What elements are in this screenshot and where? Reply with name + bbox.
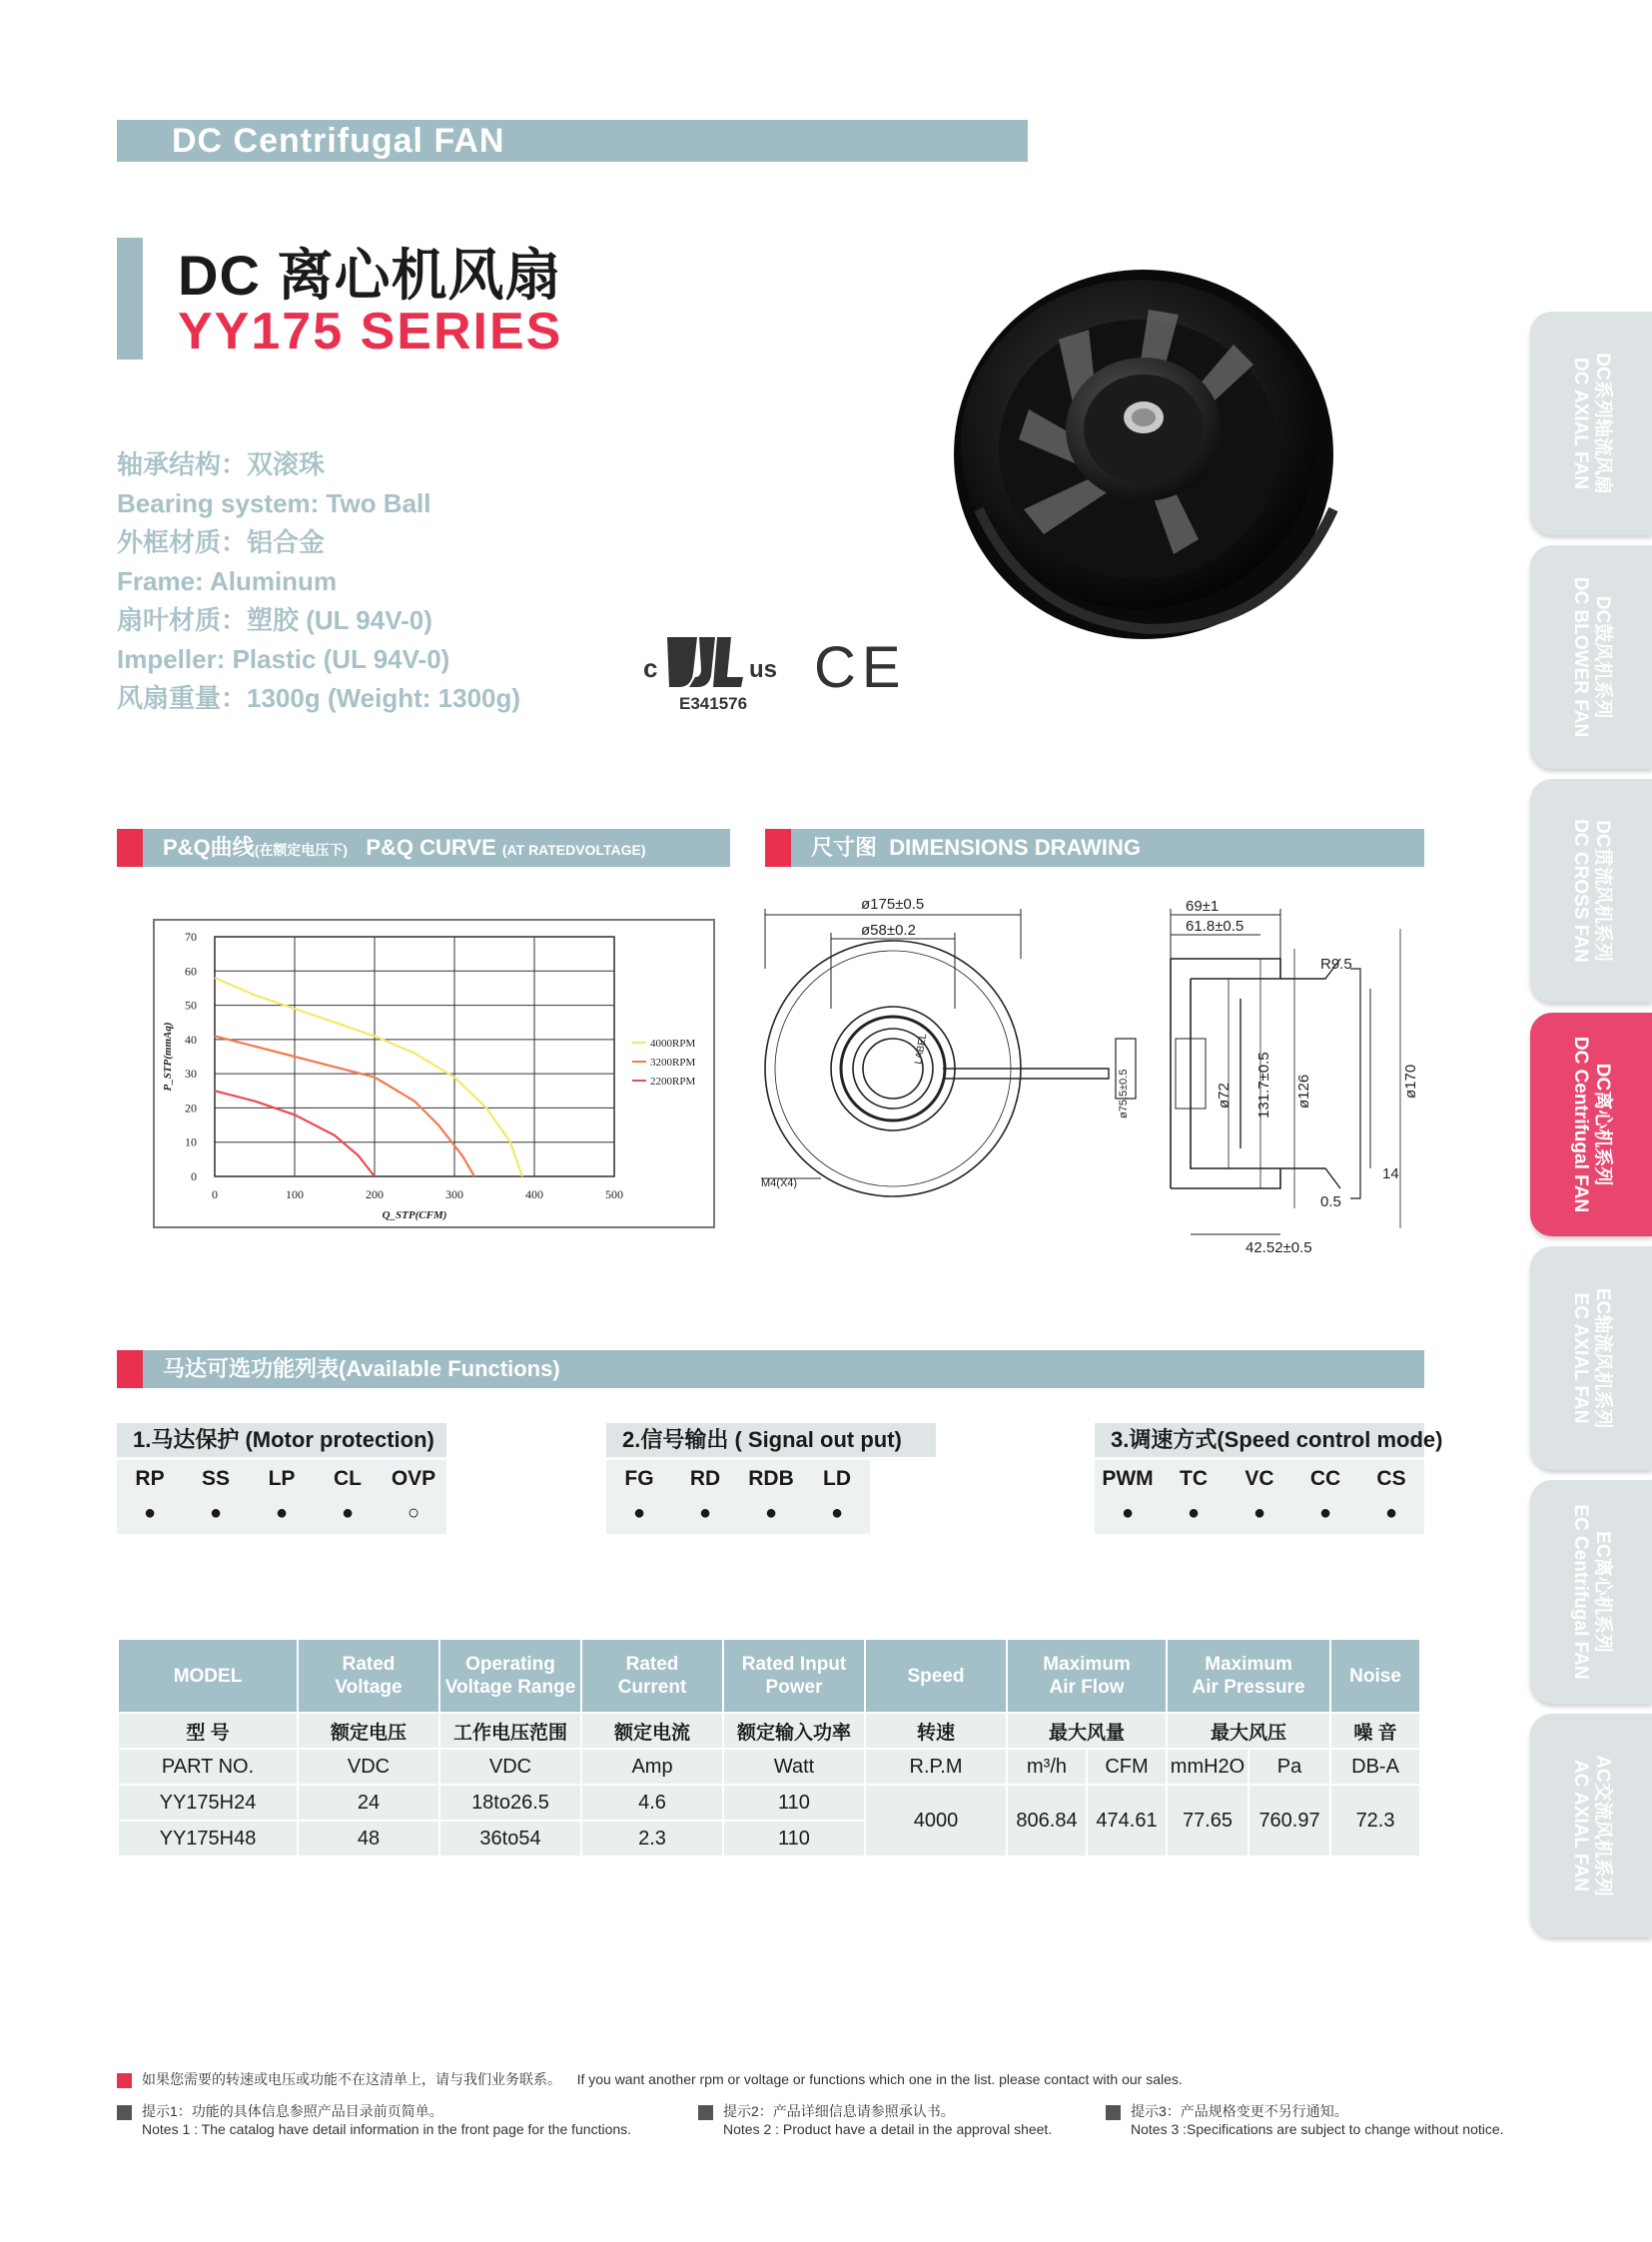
th-rated-voltage-text: Rated Voltage [335, 1654, 403, 1698]
th-voltage-range-text: Operating Voltage Range [444, 1654, 576, 1698]
pq-curve-header: P&Q曲线(在额定电压下) P&Q CURVE (AT RATEDVOLTAGE) [117, 829, 730, 867]
dim-d72: ø72 [1216, 1083, 1233, 1109]
chart-legend-label: 4000RPM [650, 1038, 696, 1050]
chart-x-tick-label: 500 [605, 1187, 623, 1201]
spec-table [117, 1638, 1421, 1858]
th-rated-voltage [299, 1640, 438, 1712]
side-tab-ec-centrifugal[interactable]: EC离心机系列 EC Centrifugal FAN [1530, 1480, 1652, 1704]
cell-speed: 4000 [866, 1786, 1006, 1856]
th-pressure [1168, 1640, 1329, 1712]
dim-d58: ø58±0.2 [861, 922, 916, 939]
cert-file-number: E341576 [679, 694, 748, 713]
chart-x-tick-label: 300 [445, 1187, 463, 1201]
chart-plot-area [215, 937, 614, 1176]
chart-x-tick-label: 0 [212, 1187, 218, 1201]
chart-y-axis-label: P_STP(mmAq) [162, 1022, 174, 1092]
fn-item-vc: VC ● [1244, 1467, 1274, 1524]
ul-logo-icon [643, 637, 777, 713]
dim-label-text: LABEL [913, 1032, 930, 1066]
fn-item-pwm: PWM ● [1102, 1467, 1154, 1524]
dim-h131: 131.7±0.5 [1255, 1052, 1272, 1119]
dim-d170: ø170 [1402, 1064, 1419, 1099]
fn-item-rp: RP ● [135, 1467, 165, 1524]
th-airflow [1008, 1640, 1166, 1712]
fn-group-signal-output: 2.信号输出 ( Signal out put) [606, 1423, 936, 1457]
dim-t14: 14 [1382, 1165, 1399, 1182]
chart-y-tick-label: 0 [191, 1169, 197, 1183]
fn-item-fg: FG ● [624, 1467, 654, 1524]
fn-item-cl: CL ● [334, 1467, 362, 1524]
page-title: DC 离心机风扇 [178, 244, 562, 307]
fn-item-cs: CS ● [1376, 1467, 1406, 1524]
side-tab-dc-centrifugal[interactable]: DC离心机系列 DC Centrifugal FAN [1530, 1013, 1652, 1236]
table-row: YY175H24 24 18to26.5 4.6 110 4000 806.84 474.61 77.65 760.97 72.3 [119, 1786, 1419, 1820]
th-airflow-text: Maximum Air Flow [1043, 1654, 1131, 1698]
fn-item-rd: RD ● [689, 1467, 721, 1524]
chart-legend-label: 2200RPM [650, 1076, 696, 1088]
spec-list [117, 445, 520, 718]
cert-us: us [749, 656, 778, 683]
spec-frame-en: Frame: Aluminum [117, 566, 338, 596]
chart-y-tick-label: 70 [185, 930, 197, 944]
cell-pressure-mmh2o: 77.65 [1168, 1786, 1247, 1856]
series-title: YY175 SERIES [178, 303, 563, 361]
chart-y-tick-label: 20 [185, 1101, 197, 1116]
th-model: MODEL [119, 1640, 297, 1712]
spec-bearing-cn: 轴承结构：双滚珠 [117, 449, 326, 479]
spec-weight: 风扇重量：1300g (Weight: 1300g) [117, 683, 521, 713]
chart-series-line [215, 978, 522, 1176]
fn-item-lp: LP ● [268, 1467, 296, 1524]
dim-d755: ø75.5±0.5 [1118, 1069, 1130, 1119]
table-row: YY175H48 48 36to54 2.3 110 [119, 1822, 1419, 1856]
dimensions-drawing [761, 889, 1432, 1268]
fn-item-ss: SS ● [201, 1467, 230, 1524]
table-unit-row: PART NO. VDC VDC Amp Watt R.P.M m³/h CFM mmH2O Pa DB-A [119, 1750, 1419, 1784]
spec-bearing-en: Bearing system: Two Ball [117, 488, 431, 518]
dim-d175: ø175±0.5 [861, 896, 925, 913]
chart-y-tick-label: 30 [185, 1067, 197, 1082]
spec-impeller-en: Impeller: Plastic (UL 94V-0) [117, 644, 450, 674]
note-2: 提示2：产品详细信息请参照承认书。 Notes 2 : Product have a detail in the approval sheet. [698, 2101, 1052, 2137]
fn-grid-motor-protection [117, 1460, 446, 1534]
chart-x-tick-label: 100 [286, 1187, 304, 1201]
dim-d126: ø126 [1295, 1074, 1312, 1109]
fn-item-tc: TC ● [1180, 1467, 1208, 1524]
chart-y-tick-label: 60 [185, 964, 197, 979]
side-tab-ac-axial[interactable]: AC交流风机系列 AC AXIAL FAN [1530, 1714, 1652, 1937]
cert-c: c [643, 653, 658, 683]
pq-chart [153, 919, 715, 1228]
th-pressure-text: Maximum Air Pressure [1192, 1654, 1305, 1698]
th-voltage-range [440, 1640, 580, 1712]
fn-group-motor-protection: 1.马达保护 (Motor protection) [117, 1423, 446, 1457]
fn-group-speed-control: 3.调速方式(Speed control mode) [1095, 1423, 1424, 1457]
dim-m4: M4(X4) [761, 1177, 798, 1189]
product-photo [949, 270, 1368, 659]
dimensions-header: 尺寸图 DIMENSIONS DRAWING [765, 829, 1424, 867]
fn-item-rdb: RDB ● [748, 1467, 794, 1524]
spec-impeller-cn: 扇叶材质：塑胶 (UL 94V-0) [117, 605, 432, 635]
dim-w61: 61.8±0.5 [1186, 918, 1244, 935]
chart-x-tick-label: 400 [525, 1187, 543, 1201]
chart-y-tick-label: 40 [185, 1032, 197, 1047]
th-input-power-text: Rated Input Power [741, 1654, 847, 1698]
table-cn-row: 型 号 额定电压 工作电压范围 额定电流 额定输入功率 转速 最大风量 最大风压 噪 音 [119, 1714, 1419, 1748]
cell-airflow-cfm: 474.61 [1088, 1786, 1166, 1856]
side-tab-dc-axial[interactable]: DC系列轴流风扇 DC AXIAL FAN [1530, 312, 1652, 535]
cell-noise: 72.3 [1331, 1786, 1419, 1856]
side-tab-dc-cross[interactable]: DC贯流风机系列 DC CROSS FAN [1530, 779, 1652, 1003]
table-header-row [119, 1640, 1419, 1712]
chart-legend-label: 3200RPM [650, 1057, 696, 1069]
chart-y-tick-label: 10 [185, 1134, 197, 1149]
side-tab-ec-axial[interactable]: EC轴流风机系列 EC AXIAL FAN [1530, 1246, 1652, 1470]
chart-y-tick-label: 50 [185, 998, 197, 1013]
cell-pressure-pa: 760.97 [1249, 1786, 1329, 1856]
fn-grid-speed-control [1095, 1460, 1424, 1534]
chart-x-tick-label: 200 [366, 1187, 384, 1201]
title-accent-bar [117, 238, 143, 360]
th-rated-current-text: Rated Current [617, 1654, 687, 1698]
dim-w69: 69±1 [1186, 898, 1220, 915]
dim-r95: R9.5 [1320, 956, 1352, 973]
certification-marks [639, 625, 919, 715]
fn-item-cc: CC ● [1309, 1467, 1341, 1524]
note-1: 提示1：功能的具体信息参照产品目录前页简单。 Notes 1 : The catalog have detail information in the front page for the functions. [117, 2101, 631, 2137]
th-noise: Noise [1331, 1640, 1419, 1712]
dim-t05: 0.5 [1320, 1193, 1341, 1210]
cell-airflow-m3h: 806.84 [1008, 1786, 1086, 1856]
functions-header: 马达可选功能列表(Available Functions) [117, 1350, 1424, 1388]
note-contact: 如果您需要的转速或电压或功能不在这清单上，请与我们业务联系。 If you want another rpm or voltage or functions which one in the list. please contact with our sales. [117, 2069, 1183, 2089]
fn-item-ovp: OVP ○ [391, 1467, 436, 1524]
fn-grid-signal-output [606, 1460, 870, 1534]
chart-series-line [215, 1036, 474, 1176]
chart-x-axis-label: Q_STP(CFM) [382, 1209, 447, 1221]
note-3: 提示3：产品规格变更不另行通知。 Notes 3 :Specifications are subject to change without notice. [1106, 2101, 1504, 2137]
side-tab-dc-blower[interactable]: DC鼓风机系列 DC BLOWER FAN [1530, 545, 1652, 769]
th-input-power [724, 1640, 864, 1712]
th-speed: Speed [866, 1640, 1006, 1712]
fn-item-ld: LD ● [823, 1467, 851, 1524]
dim-w42: 42.52±0.5 [1245, 1239, 1312, 1256]
th-rated-current [582, 1640, 722, 1712]
spec-frame-cn: 外框材质：铝合金 [117, 527, 326, 557]
ce-mark-icon: CE [814, 635, 907, 700]
category-banner: DC Centrifugal FAN [117, 120, 1028, 162]
